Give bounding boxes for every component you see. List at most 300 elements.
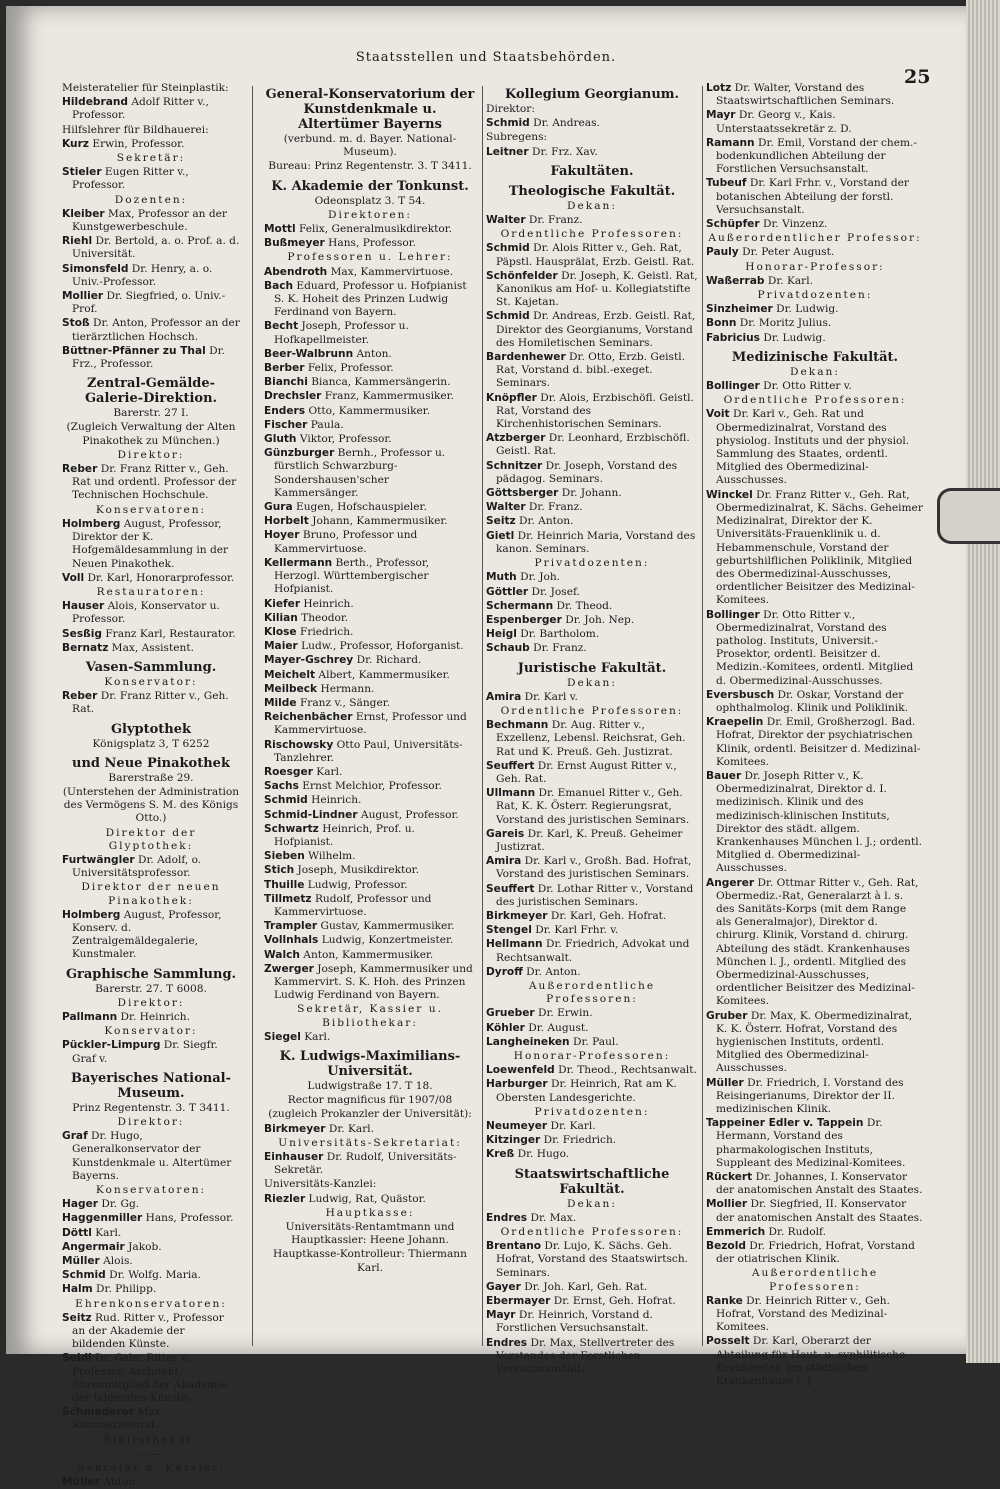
entry — [264, 809, 476, 822]
entry-name: Stich — [264, 864, 295, 877]
role-heading: Konservator: — [104, 675, 198, 688]
role-heading: Dozenten: — [114, 193, 188, 206]
entry-text: Dr. Karl, Oberarzt der Abteilung für Haut- u. syphilitische Krankheiten am städtischen Krankenhause l. J. — [716, 1335, 906, 1388]
entry-text: Karl. — [300, 1030, 331, 1043]
entry-name: Schmid — [486, 117, 530, 130]
entry-name: Kleiber — [62, 207, 105, 220]
address-line: Bureau: Prinz Regentenstr. 3. T 3411. — [268, 160, 472, 173]
entry — [706, 177, 924, 217]
entry-text: Dr. Friedrich, Advokat und Rechtsanwalt. — [496, 938, 690, 964]
entry — [486, 103, 698, 116]
entry — [486, 1007, 698, 1020]
entry — [264, 237, 476, 250]
entry-text: Anton. — [99, 1476, 139, 1489]
entry-text: August, Professor, Direktor der K. Hofgemäldesammlung in der Neuen Pinakothek. — [72, 517, 229, 570]
entry-text: Dr. Wolfg. Maria. — [105, 1269, 201, 1282]
entry — [62, 1283, 240, 1296]
entry-name: Bonn — [706, 317, 737, 330]
entry-text: Direktor: — [486, 103, 535, 115]
entry — [486, 1120, 698, 1133]
entry — [264, 766, 476, 779]
entry-name: Angermair — [62, 1240, 125, 1253]
entry — [486, 828, 698, 854]
entry — [264, 711, 476, 737]
note-line: (Unterstehen der Administration des Vermögens S. M. des Königs Otto.) — [62, 785, 240, 825]
entry-name: Ullmann — [486, 787, 536, 800]
entry-name: Enders — [264, 404, 306, 417]
entry — [62, 345, 240, 371]
entry-text: Dr. Frz., Professor. — [72, 344, 225, 371]
entry — [706, 1335, 924, 1388]
entry — [486, 460, 698, 486]
entry-name: Muth — [486, 571, 517, 584]
entry — [706, 303, 924, 316]
entry — [706, 380, 924, 393]
section-title: Medizinische Fakultät. — [731, 349, 899, 365]
entry — [264, 529, 476, 555]
entry — [486, 614, 698, 627]
entry — [486, 628, 698, 641]
entry-text: Dr. Franz Ritter v., Geh. Rat, Obermedizinalrat, K. Sächs. Geheimer Medizinalrat, Direktor der K. Universitäts-Frauenklinik u. d. Hebammenschule, Vorstand der geburtshilflichen Poliklinik, Mitglied des Obermedizinal-Ausschusses, ordentlicher Beisitzer des Medizinal-Komitees. — [716, 488, 923, 607]
entry-name: Amira — [486, 855, 522, 868]
entry-text: Dr. Rudolf. — [765, 1225, 826, 1238]
role-heading: Privatdozenten: — [534, 557, 650, 570]
entry-text: Dr. Friedrich, I. Vorstand des Reisingerianums, Direktor der II. medizinischen Klinik. — [716, 1076, 904, 1116]
entry-text: Dr. Andreas. — [529, 117, 600, 130]
address-line: Odeonsplatz 3. T 54. — [314, 194, 426, 207]
entry — [62, 235, 240, 261]
entry-text: Meisteratelier für Steinplastik: — [62, 82, 229, 94]
entry-name: Drechsler — [264, 390, 322, 403]
entry — [264, 376, 476, 389]
entry-text: Joseph, Musikdirektor. — [294, 864, 419, 877]
column-1 — [62, 82, 240, 1489]
entry-name: Endres — [486, 1211, 528, 1224]
entry-text: Dr. Franz. — [525, 501, 583, 514]
entry — [264, 501, 476, 514]
entry — [486, 351, 698, 391]
address-line: Ludwigstraße 17. T 18. — [307, 1080, 433, 1092]
role-heading: Sekretär: — [116, 152, 186, 165]
entry — [62, 1198, 240, 1211]
entry — [264, 1193, 476, 1206]
entry — [264, 850, 476, 863]
entry — [62, 1406, 240, 1432]
entry — [264, 362, 476, 375]
entry — [486, 1022, 698, 1035]
entry — [486, 1337, 698, 1377]
entry — [264, 1151, 476, 1177]
role-heading: Sekretär, Kassier u. Bibliothekar: — [297, 1003, 443, 1029]
entry-name: Fabricius — [706, 331, 760, 344]
entry-text: Dr. Siegfr. Graf v. — [72, 1039, 218, 1065]
role-heading: Konservatoren: — [95, 1184, 207, 1197]
entry — [62, 690, 240, 716]
entry — [486, 270, 698, 310]
entry-name: Zwerger — [264, 962, 314, 975]
entry-text: Dr. Joh. Nep. — [561, 613, 635, 626]
entry-name: Grueber — [486, 1007, 535, 1020]
page-number: 25 — [904, 66, 931, 88]
entry-text: Dr. Theod. — [553, 599, 613, 612]
entry-text: Dr. Franz. — [525, 214, 583, 227]
entry — [264, 949, 476, 962]
entry-name: Hildebrand — [62, 96, 128, 109]
entry-text: Dr. Johann. — [558, 487, 622, 500]
entry-text: Hermann. — [317, 682, 375, 695]
entry-name: Köhler — [486, 1021, 525, 1034]
entry-name: Kraepelin — [706, 716, 764, 729]
entry — [486, 242, 698, 268]
entry-name: Waßerrab — [706, 274, 765, 287]
entry — [264, 963, 476, 1003]
entry — [486, 501, 698, 514]
entry-name: Schwartz — [264, 822, 319, 835]
entry-name: Schmederer — [62, 1406, 135, 1419]
entry — [264, 934, 476, 947]
entry-text: Dr. Ottmar Ritter v., Geh. Rat, Obermediz.-Rat, Generalarzt à l. s. des Sanitäts-Korps (mit dem Range als Generalmajor), Direktor d. chirurg. Klinik, Vorstand d. chirurg. Abteilung des städt. Krankenhauses München l. J., ordentl. Mitglied des Obermedizinal-Ausschusses, ordentlicher Beisitzer des Medizinal-Komitees. — [716, 876, 919, 1008]
entry — [486, 392, 698, 432]
entry — [264, 669, 476, 682]
entry-name: Milde — [264, 696, 297, 709]
entry — [706, 1240, 924, 1266]
entry — [486, 146, 698, 159]
role-heading: Ehrenkonservatoren: — [75, 1297, 227, 1310]
entry-name: Bianchi — [264, 376, 308, 389]
entry-text: Dr. Anton. — [522, 965, 581, 978]
entry-name: Kreß — [486, 1148, 515, 1161]
column-divider — [252, 86, 253, 1346]
entry-name: Bollinger — [706, 380, 760, 393]
column-divider — [482, 86, 483, 1346]
entry — [486, 966, 698, 979]
entry-name: Sachs — [264, 780, 299, 793]
entry-name: Gruber — [706, 1009, 748, 1022]
entry-name: Haggenmiller — [62, 1212, 143, 1225]
entry — [486, 1281, 698, 1294]
entry — [706, 770, 924, 876]
entry — [62, 518, 240, 571]
entry-text: Dr. Karl v. — [521, 690, 578, 703]
entry — [62, 1476, 240, 1489]
entry-text: Dr. Joseph, K. Geistl. Rat, Kanonikus am Hof- u. Kollegiatstifte St. Kajetan. — [496, 269, 698, 309]
entry — [486, 530, 698, 556]
role-heading: Außerordentlicher Professor: — [708, 232, 922, 245]
entry-name: Birkmeyer — [264, 1122, 326, 1135]
entry — [264, 557, 476, 597]
entry-name: Schmid-Lindner — [264, 808, 358, 821]
entry — [486, 1134, 698, 1147]
entry-name: Schönfelder — [486, 269, 558, 282]
separator: — — — [138, 1447, 164, 1460]
entry-name: Bauer — [706, 769, 742, 782]
section-title: Staatswirtschaftliche Fakultät. — [514, 1166, 670, 1197]
entry — [486, 1036, 698, 1049]
column-4 — [706, 82, 924, 1388]
entry-text: Dr. Joseph Ritter v., K. Obermedizinalrat, Direktor d. I. medizinisch. Klinik und des medizinisch-klinischen Instituts, Direktor des städt. allgem. Krankenhauses München l. J.; ordentl. Mitglied d. Obermedizinal-Ausschusses. — [716, 769, 922, 875]
entry — [264, 612, 476, 625]
entry-name: Becht — [264, 320, 299, 333]
entry — [264, 419, 476, 432]
entry-text: Dr. Henry, a. o. Univ.-Professor. — [72, 262, 213, 288]
entry-name: Dyroff — [486, 965, 523, 978]
entry — [706, 246, 924, 259]
entry-text: Dr. Bertold, a. o. Prof. a. d. Universität. — [72, 235, 240, 261]
entry-text: Dr. Aug. Ritter v., Exzellenz, Lebensl. Reichsrat, Geh. Rat und K. Preuß. Geh. Justizrat. — [496, 719, 686, 758]
entry-name: Voll — [62, 571, 85, 584]
entry-name: Loewenfeld — [486, 1064, 555, 1077]
entry-name: Abendroth — [264, 265, 328, 278]
entry-name: Tappeiner Edler v. Tappein — [706, 1117, 864, 1130]
entry-text: Franz, Kammermusiker. — [321, 390, 454, 403]
entry — [264, 626, 476, 639]
entry-name: Fischer — [264, 418, 308, 431]
role-heading: Direktor der Glyptothek: — [105, 826, 197, 852]
role-heading: Konservatoren: — [95, 503, 207, 516]
entry — [486, 1240, 698, 1280]
entry-name: Ramann — [706, 136, 755, 149]
entry-name: Büttner-Pfänner zu Thal — [62, 344, 206, 357]
section-title: und Neue Pinakothek — [72, 755, 230, 771]
entry-name: Kitzinger — [486, 1134, 541, 1147]
entry-name: Roesger — [264, 765, 313, 778]
entry-text: Dr. Otto, Erzb. Geistl. Rat, Vorstand d. bibl.-exeget. Seminars. — [496, 351, 685, 390]
entry-name: Reber — [62, 690, 98, 703]
entry-text: Dr. Friedrich. — [540, 1134, 617, 1147]
entry-name: Mollier — [62, 290, 104, 303]
thumb-index-tab — [937, 488, 1000, 544]
entry-text: Dr. Karl, Geh. Hofrat. — [547, 909, 667, 922]
entry-text: Max, Kammervirtuose. — [327, 265, 454, 278]
entry — [62, 1039, 240, 1065]
entry-name: Sinzheimer — [706, 303, 773, 316]
entry — [706, 689, 924, 715]
entry-name: Walter — [486, 501, 526, 514]
entry-name: Leitner — [486, 145, 529, 158]
entry — [486, 787, 698, 827]
entry — [486, 117, 698, 130]
entry-text: Anton. — [353, 347, 392, 360]
entry — [706, 1226, 924, 1239]
role-heading: Ordentliche Professoren: — [500, 1226, 684, 1239]
entry-name: Schermann — [486, 599, 554, 612]
entry-text: Albert, Kammermusiker. — [315, 668, 450, 681]
role-heading: Restauratoren: — [96, 585, 206, 598]
entry-text: Dr. Joh. Karl, Geh. Rat. — [520, 1280, 648, 1293]
entry-name: Sieben — [264, 850, 305, 863]
entry — [264, 823, 476, 849]
entry-name: Trampler — [264, 920, 318, 933]
entry-name: Atzberger — [486, 432, 546, 445]
entry-name: Pückler-Limpurg — [62, 1039, 161, 1052]
address-line: Barerstr. 27. T 6008. — [95, 982, 207, 995]
section-title: Zentral-Gemälde-Galerie-Direktion. — [84, 376, 218, 407]
entry — [264, 447, 476, 500]
entry-name: Ranke — [706, 1294, 743, 1307]
role-heading: Dekan: — [567, 676, 617, 689]
entry — [62, 628, 240, 641]
entry — [62, 1352, 240, 1405]
entry-name: Klose — [264, 625, 297, 638]
entry-name: Bernatz — [62, 641, 109, 654]
role-heading: Privatdozenten: — [757, 289, 873, 302]
entry-text: Dr. Franz Ritter v., Geh. Rat. — [72, 690, 229, 716]
note-line: (zugleich Prokanzler der Universität): — [268, 1108, 472, 1121]
entry-name: Bach — [264, 279, 294, 292]
entry — [264, 280, 476, 320]
address-line: Hauptkasse-Kontrolleur: Thiermann Karl. — [273, 1248, 467, 1274]
entry-text: Dr. Vinzenz. — [759, 218, 828, 231]
section-title: Fakultäten. — [550, 163, 634, 179]
entry-text: Viktor, Professor. — [296, 433, 392, 446]
entry-name: Beer-Walbrunn — [264, 347, 354, 360]
entry-text: Dr. Karl v., Großh. Bad. Hofrat, Vorstand des juristischen Seminars. — [496, 855, 692, 881]
entry-text: Paula. — [307, 418, 344, 431]
entry-name: Schnitzer — [486, 459, 543, 472]
entry — [486, 910, 698, 923]
entry-name: Langheineken — [486, 1035, 570, 1048]
entry — [264, 320, 476, 346]
entry — [62, 1269, 240, 1282]
entry — [62, 1130, 240, 1183]
entry-text: Dr. Hugo, Generalkonservator der Kunstdenkmale u. Altertümer Bayerns. — [72, 1130, 232, 1182]
role-heading: Universitäts-Sekretariat: — [278, 1136, 462, 1149]
entry — [62, 642, 240, 655]
entry — [264, 598, 476, 611]
entry-name: Kiefer — [264, 597, 301, 610]
entry-name: Kilian — [264, 611, 298, 624]
entry — [62, 124, 240, 137]
entry-name: Tubeuf — [706, 177, 747, 190]
entry-name: Seuffert — [486, 759, 535, 772]
role-heading: Honorar-Professoren: — [513, 1050, 671, 1062]
entry — [706, 877, 924, 1009]
entry — [264, 697, 476, 710]
entry — [486, 760, 698, 786]
section-title: Graphische Sammlung. — [65, 966, 237, 982]
entry-text: Dr. Emil, Vorstand der chem.-bodenkundlichen Abteilung der Forstlichen Versuchsanstalt. — [716, 136, 917, 176]
entry — [486, 487, 698, 500]
entry — [706, 317, 924, 330]
entry-text: Hans, Professor. — [142, 1212, 234, 1225]
entry-text: Gustav, Kammermusiker. — [317, 920, 455, 933]
entry-name: Maier — [264, 640, 298, 653]
entry — [706, 1010, 924, 1076]
entry — [62, 1312, 240, 1352]
entry — [264, 794, 476, 807]
entry-name: Günzburger — [264, 447, 335, 460]
entry-name: Schüpfer — [706, 218, 760, 231]
address-line: Universitäts-Rentamtmann und Hauptkassier: Heene Johann. — [285, 1221, 455, 1247]
entry-name: Furtwängler — [62, 853, 135, 866]
page-edge-stack — [966, 0, 1000, 1363]
entry-name: Vollnhals — [264, 934, 319, 947]
entry-name: Gietl — [486, 529, 515, 542]
entry — [264, 780, 476, 793]
entry-text: Erwin, Professor. — [88, 137, 185, 150]
entry — [264, 640, 476, 653]
entry — [62, 96, 240, 122]
entry-text: Dr. Karl, Honorarprofessor. — [84, 571, 235, 584]
entry-name: Kellermann — [264, 556, 333, 569]
entry-text: Dr. Anton, Professor an der tierärztlichen Hochsch. — [72, 317, 240, 343]
entry-text: Dr. Karl, K. Preuß. Geheimer Justizrat. — [496, 827, 683, 853]
entry — [62, 463, 240, 503]
entry-text: Jakob. — [124, 1240, 162, 1253]
entry-name: Riehl — [62, 235, 93, 248]
entry-name: Siegel — [264, 1030, 301, 1043]
entry-text: Dr. Georg v., Kais. Unterstaatssekretär z. D. — [716, 109, 852, 135]
entry-text: Joseph, Professor u. Hofkapellmeister. — [274, 320, 409, 346]
entry-name: Seuffert — [486, 882, 535, 895]
address-line: Barerstr. 27 I. — [113, 407, 189, 420]
entry-name: Göttler — [486, 585, 529, 598]
entry-text: Dr. Heinrich, Rat am K. Obersten Landesgerichte. — [496, 1078, 677, 1104]
entry-text: Max, Professor an der Kunstgewerbeschule. — [72, 207, 227, 234]
entry-name: Meilbeck — [264, 682, 318, 695]
entry-name: Rückert — [706, 1171, 753, 1184]
section-title: K. Akademie der Tonkunst. — [271, 178, 469, 194]
entry — [264, 405, 476, 418]
entry — [486, 131, 698, 144]
role-heading: Sekretär u. Kassier: — [77, 1462, 225, 1475]
entry — [264, 223, 476, 236]
section-title: Glyptothek — [110, 721, 192, 737]
entry — [706, 109, 924, 135]
entry-name: Neumeyer — [486, 1120, 548, 1133]
entry-name: Horbelt — [264, 515, 309, 528]
entry — [706, 1198, 924, 1224]
entry-name: Bußmeyer — [264, 237, 325, 250]
entry-name: Eversbusch — [706, 688, 775, 701]
entry — [62, 1241, 240, 1254]
entry-name: Kurz — [62, 137, 89, 150]
role-heading: Außerordentliche Professoren: — [751, 1267, 879, 1293]
role-heading: Außerordentliche Professoren: — [528, 979, 656, 1006]
entry-text: Dr. Gabr. Ritter v., Professor, Architekt, Ehrenmitglied der Akademie der bildenden Künste. — [72, 1352, 228, 1405]
entry — [62, 138, 240, 151]
role-heading: Direktor: — [117, 448, 185, 461]
entry-text: Bernh., Professor u. fürstlich Schwarzburg-Sondershausen'scher Kammersänger. — [274, 447, 446, 499]
entry-text: Max, Kommerzienrat. — [72, 1406, 164, 1432]
entry — [706, 716, 924, 769]
section-title: General-Konservatorium der Kunstdenkmale u. Altertümer Bayerns — [265, 87, 475, 132]
entry-name: Voit — [706, 408, 730, 421]
entry-name: Mottl — [264, 223, 296, 236]
entry — [62, 1212, 240, 1225]
entry-text: Dr. Joh. — [516, 571, 561, 584]
role-heading: Direktoren: — [328, 208, 412, 221]
role-heading: Honorar-Professor: — [745, 260, 885, 273]
entry-name: Mayr — [706, 109, 736, 122]
entry-text: Friedrich. — [296, 625, 354, 638]
entry-text: Ludw., Professor, Hoforganist. — [297, 640, 464, 653]
entry — [706, 82, 924, 108]
entry-name: Brentano — [486, 1240, 542, 1253]
entry-name: Heigl — [486, 628, 517, 641]
entry-name: Müller — [706, 1076, 744, 1089]
entry — [486, 1309, 698, 1335]
address-line: Königsplatz 3, T 6252 — [92, 737, 210, 750]
entry — [264, 1123, 476, 1136]
entry — [62, 317, 240, 343]
entry-name: Posselt — [706, 1335, 750, 1348]
entry-text: Heinrich, Prof. u. Hofpianist. — [274, 822, 415, 848]
entry — [62, 1255, 240, 1268]
entry — [264, 433, 476, 446]
entry-name: Gayer — [486, 1280, 521, 1293]
entry — [486, 1295, 698, 1308]
